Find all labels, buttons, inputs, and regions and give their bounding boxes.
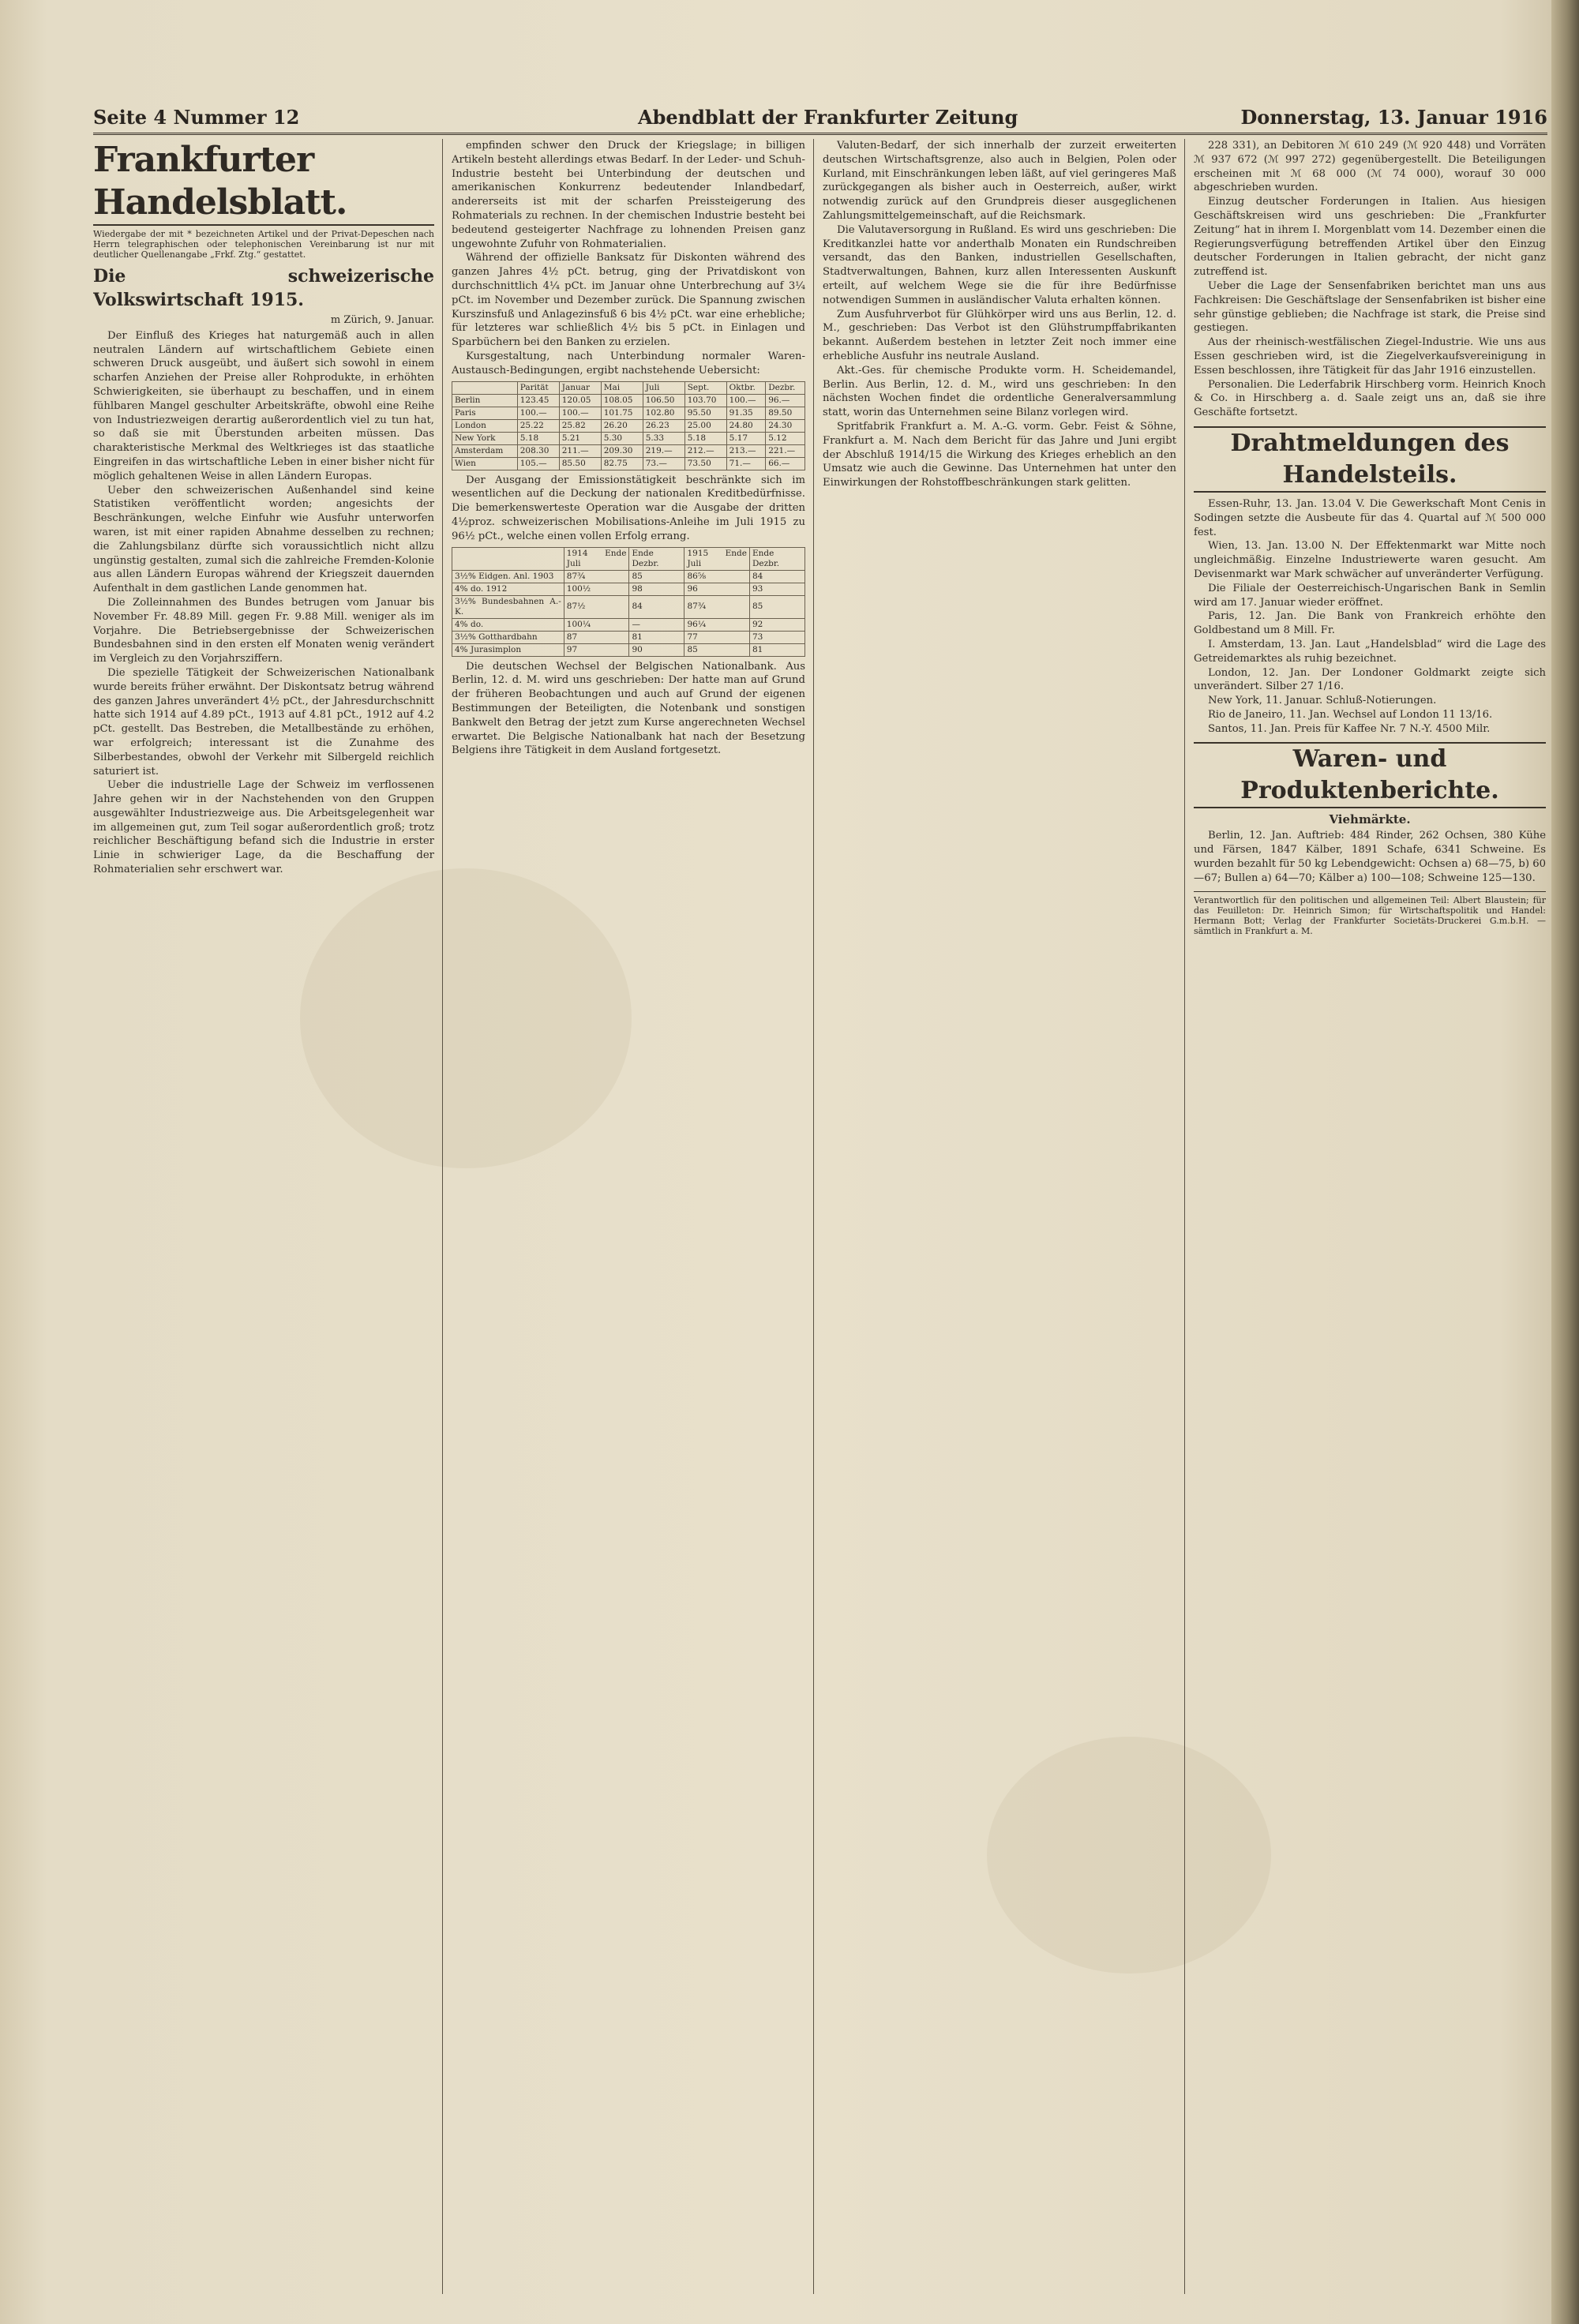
table-header-cell: Oktbr. [726,381,766,394]
table-cell: 4% do. 1912 [452,583,564,595]
table-cell: 4% do. [452,618,564,631]
table-cell: 100½ [564,583,629,595]
table-row [452,457,805,470]
table-cell: 87¾ [564,570,629,583]
table-cell: 25.22 [517,419,559,432]
table-cell: 213.— [726,444,766,457]
table-cell: 24.80 [726,419,766,432]
table-row [452,407,805,419]
table-cell: 5.17 [726,432,766,444]
wire-report: New York, 11. Januar. Schluß-Notierungen. [1208,695,1437,707]
imprint-note: Verantwortlich für den politischen und allgemeinen Teil: Albert Blaustein; für das Feuilleton: Dr. Heinrich Simon; für Wirtschaftspolitik und Handel: Hermann Bott; Verlag der Frankfurter Societäts-Druckerei G.m.b.H. — sämtlich in Frankfurt a. M. [1194,891,1546,936]
table-row [452,432,805,444]
article-paragraph: Spritfabrik Frankfurt a. M. A.-G. vorm. Gebr. Feist & Söhne, Frankfurt a. M. Nach dem Bericht für das Jahre und Juni ergibt der Abschluß 1914/15 die Wirkung des Krieges erheblich an den Umsatz wie auch die Gewinne. Das Unternehmen hat unter den Einwirkungen der Rohstoffbeschränkungen stark gelitten. [823,420,1176,489]
table-cell: London [452,419,518,432]
table-cell: 105.— [517,457,559,470]
table-cell: 73.— [643,457,684,470]
table-cell: 85 [749,595,805,618]
table-cell: 100¼ [564,618,629,631]
table-cell: 86⅝ [684,570,749,583]
table-cell: 5.30 [601,432,643,444]
wire-report: Wien, 13. Jan. 13.00 N. Der Effektenmarkt war Mitte noch ungleichmäßig. Einzelne Industriewerte waren gesucht. Am Devisenmarkt war Mark schwächer auf unveränderter Verfügung. [1194,540,1546,580]
table-cell: 5.33 [643,432,684,444]
table-cell: 87 [564,631,629,643]
table-cell: 3½% Gotthardbahn [452,631,564,643]
table-cell: 81 [629,631,684,643]
table-row [452,444,805,457]
table-cell: 24.30 [766,419,805,432]
bond-price-table [452,547,805,657]
table-cell: 108.05 [601,394,643,407]
table-cell: 71.— [726,457,766,470]
article-dateline: m Zürich, 9. Januar. [330,314,434,326]
table-cell: 95.50 [684,407,726,419]
table-cell: 96¼ [684,618,749,631]
table-cell: 26.20 [601,419,643,432]
wire-report: I. Amsterdam, 13. Jan. Laut „Handelsblad“ wird die Lage des Getreidemarktes als ruhig bezeichnet. [1194,638,1546,665]
table-cell: 85.50 [559,457,601,470]
article-paragraph: Aus der rheinisch-westfälischen Ziegel-Industrie. Wie uns aus Essen geschrieben wird, ist die Ziegelverkaufsvereinigung in Essen beschlossen, ihre Tätigkeit für das Jahr 1916 einzustellen. [1194,336,1546,377]
table-header-cell [452,547,564,570]
table-cell: 106.50 [643,394,684,407]
article-paragraph: Während der offizielle Banksatz für Diskonten während des ganzen Jahres 4½ pCt. betrug, ging der Privatdiskont von durchschnittlich 4¼ pCt. im Januar ohne Unterbrechung auf 3¼ pCt. im November und Dezember zurück. Die Spannung zwischen Kurszinsfuß und Anlagezinsfuß 6 bis 4½ pCt. war eine erhebliche; für letzteres war schließlich 4½ bis 5 pCt. in Einlagen und Sparbüchern bei den Banken zu erzielen. [452,252,805,349]
table-cell: 3½% Bundesbahnen A.-K. [452,595,564,618]
article-paragraph: Ueber die Lage der Sensenfabriken berichtet man uns aus Fachkreisen: Die Geschäftslage der Sensenfabriken ist bisher eine sehr günstige geblieben; die Nachfrage ist stark, die Preise sind gestiegen. [1194,279,1546,335]
table-cell: 73 [749,631,805,643]
table-cell: 84 [749,570,805,583]
table-row [452,570,805,583]
table-cell: 92 [749,618,805,631]
table-cell: 5.12 [766,432,805,444]
table-cell: 209.30 [601,444,643,457]
table-cell: 100.— [726,394,766,407]
table-cell: 25.82 [559,419,601,432]
table-cell: Berlin [452,394,518,407]
table-cell: 4% Jurasimplon [452,643,564,656]
article-paragraph: empfinden schwer den Druck der Kriegslage; in billigen Artikeln besteht allerdings etwas Bedarf. In der Leder- und Schuh-Industrie besteht bei Unterbindung der deutschen und amerikanischen Konkurrenz bedeutender Inlandbedarf, andererseits ist mit der scharfen Preissteigerung des Rohmaterials zu rechnen. In der chemischen Industrie besteht bei bedeutend gesteigerter Nachfrage zu lohnenden Preisen ganz ungewohnte Zufuhr von Rohmaterialien. [452,140,805,250]
table-cell: 87½ [564,595,629,618]
table-cell: 66.— [766,457,805,470]
wire-report: London, 12. Jan. Der Londoner Goldmarkt zeigte sich unverändert. Silber 27 1/16. [1194,666,1546,693]
table-cell: 102.80 [643,407,684,419]
table-cell: 81 [749,643,805,656]
table-row [452,595,805,618]
article-paragraph: Der Einfluß des Krieges hat naturgemäß auch in allen neutralen Ländern auf wirtschaftlichem Gebiete einen schweren Druck ausgeübt, und äußert sich sowohl in einem scharfen Anziehen der Preise aller Rohprodukte, in erhöhten Schwierigkeiten, sie überhaupt zu beschaffen, und in einem fühlbaren Mangel geschulter Arbeitskräfte, obwohl eine Reihe von Industriezweigen derartig außerordentlich viel zu tun hat, so daß sie mit Überstunden arbeiten müssen. Das charakteristische Merkmal des Weltkrieges ist das staatliche Eingreifen in das wirtschaftliche Leben in einer bisher nicht für möglich gehaltenen Weise in allen Ländern Europas. [93,329,434,482]
table-row [452,394,805,407]
table-cell: 84 [629,595,684,618]
table-cell: 26.23 [643,419,684,432]
wire-report: Santos, 11. Jan. Preis für Kaffee Nr. 7 N.-Y. 4500 Milr. [1208,722,1491,735]
table-caption: Kursgestaltung, nach Unterbindung normaler Waren-Austausch-Bedingungen, ergibt nachstehende Uebersicht: [452,350,805,377]
wire-report: Paris, 12. Jan. Die Bank von Frankreich erhöhte den Goldbestand um 8 Mill. Fr. [1194,610,1546,637]
binding-gutter [1551,0,1579,2324]
exchange-rate-table [452,381,805,470]
table-header-cell: Dezbr. [766,381,805,394]
page-header [93,106,1547,135]
table-cell: 5.21 [559,432,601,444]
table-cell: 25.00 [684,419,726,432]
table-cell: 85 [629,570,684,583]
column-rule [813,139,814,2294]
article-paragraph: Zum Ausfuhrverbot für Glühkörper wird uns aus Berlin, 12. d. M., geschrieben: Das Verbot ist den Glühstrumpffabrikanten bekannt. Außerdem bestehen in letzter Zeit noch immer eine erhebliche Ausfuhr ins neutrale Ausland. [823,308,1176,362]
table-cell: 123.45 [517,394,559,407]
table-cell: 120.05 [559,394,601,407]
market-subtitle: Viehmärkte. [1329,812,1411,827]
table-cell: Amsterdam [452,444,518,457]
table-cell: 5.18 [684,432,726,444]
table-cell: New York [452,432,518,444]
article-paragraph: Ueber den schweizerischen Außenhandel sind keine Statistiken veröffentlicht worden; angesichts der Beschränkungen, welche Einfuhr wie Ausfuhr unterworfen waren, ist mit einer rapiden Abnahme desselben zu rechnen; die Zahlungsbilanz dürfte sich voraussichtlich nicht allzu ungünstig gestalten, zumal sich die zahlreiche Fremden-Kolonie aus allen Ländern Europas während der Kriegszeit dauernden Aufenthalt in dem gastlichen Lande genommen hat. [93,484,434,595]
table-cell: 208.30 [517,444,559,457]
table-cell: 91.35 [726,407,766,419]
table-cell: — [629,618,684,631]
article-paragraph: Die spezielle Tätigkeit der Schweizerischen Nationalbank wurde bereits früher erwähnt. Der Diskontsatz betrug während des ganzen Jahres unverändert 4½ pCt., der Jahresdurchschnitt hatte sich 1914 auf 4.89 pCt., 1913 auf 4.81 pCt., 1912 auf 4.2 pCt. gestellt. Das Bestreben, die Metallbestände zu erhöhen, war erfolgreich; interessant ist die Zunahme des Silberbestandes, obwohl der Verkehr mit Silbergeld reichlich saturiert ist. [93,666,434,778]
newspaper-name: Abendblatt der Frankfurter Zeitung [638,106,1018,129]
table-cell: 87¾ [684,595,749,618]
masthead-note: Wiedergabe der mit * bezeichneten Artikel und der Privat-Depeschen nach Herrn telegraphischen oder telephonischen Vereinbarung ist nur mit deutlicher Quellenangabe „Frkf. Ztg.“ gestattet. [93,229,434,260]
table-cell: 3½% Eidgen. Anl. 1903 [452,570,564,583]
issue-date: Donnerstag, 13. Januar 1916 [1240,106,1547,129]
table-header-cell: Juli [643,381,684,394]
article-paragraph: Einzug deutscher Forderungen in Italien. Aus hiesigen Geschäftskreisen wird uns geschrieben: Die „Frankfurter Zeitung“ hat in ihrem I. Morgenblatt vom 14. Dezember einen die Regierungsverfügung betreffenden Artikel über den Einzug deutscher Forderungen in Italien gebracht, der nicht ganz zutreffend ist. [1194,196,1546,279]
section-title: Drahtmeldungen des Handelsteils. [1194,426,1546,493]
column-4 [1194,139,1546,2294]
table-cell: 100.— [559,407,601,419]
article-paragraph: Der Ausgang der Emissionstätigkeit beschränkte sich im wesentlichen auf die Deckung der nationalen Kreditbedürfnisse. Die bemerkenswerteste Operation war die Ausgabe der dritten 4½proz. schweizerischen Mobilisations-Anleihe im Juli 1915 zu 96½ pCt., welche einen vollen Erfolg errang. [452,474,805,542]
table-cell: 221.— [766,444,805,457]
article-paragraph: Valuten-Bedarf, der sich innerhalb der zurzeit erweiterten deutschen Wirtschaftsgrenze, also auch in Belgien, Polen oder Kurland, mit Einschränkungen leben läßt, auf viel geringeres Maß zurückgegangen als bisher auch in Oesterreich, außer, wirkt notwendig zurück auf den Grundpreis dieser ausgeglichenen Zahlungsmittelgemeinschaft, auf die Reichsmark. [823,140,1176,222]
market-report: Berlin, 12. Jan. Auftrieb: 484 Rinder, 262 Ochsen, 380 Kühe und Färsen, 1847 Kälber, 1891 Schafe, 6341 Schweine. Es wurden bezahlt für 50 kg Lebendgewicht: Ochsen a) 68—75, b) 60—67; Bullen a) 64—70; Kälber a) 100—108; Schweine 125—130. [1194,830,1546,884]
table-cell: 73.50 [684,457,726,470]
market-section-title: Waren- und Produktenberichte. [1194,742,1546,808]
masthead: Frankfurter Handelsblatt. [93,139,434,226]
article-paragraph: 228 331), an Debitoren ℳ 610 249 (ℳ 920 448) und Vorräten ℳ 937 672 (ℳ 997 272) gegenübergestellt. Die Beteiligungen erscheinen mit ℳ 68 000 (ℳ 74 000), worauf 30 000 abgeschrieben wurden. [1194,140,1546,194]
table-cell: 103.70 [684,394,726,407]
table-header-cell: 1915 Ende Juli [684,547,749,570]
table-cell: 82.75 [601,457,643,470]
column-1 [93,139,434,2294]
article-paragraph: Die Zolleinnahmen des Bundes betrugen vom Januar bis November Fr. 48.89 Mill. gegen Fr. 9.88 Mill. weniger als im Vorjahre. Die Betriebsergebnisse der Schweizerischen Bundesbahnen sind in den ersten elf Monaten wenig verändert im Vergleich zu den Vorjahrsziffern. [93,596,434,665]
table-row [452,583,805,595]
table-cell: 219.— [643,444,684,457]
table-cell: Paris [452,407,518,419]
article-paragraph: Die deutschen Wechsel der Belgischen Nationalbank. Aus Berlin, 12. d. M. wird uns geschrieben: Der hatte man auf Grund der früheren Beobachtungen und auch auf Grund der eigenen Bestimmungen der Beteiligten, die Notenbank und sonstigen Bankwelt den Betrag der jetzt zum Kurse angerechneten Wechsel erwartet. Die Belgische Nationalbank hat nach der Besetzung Belgiens ihre Tätigkeit in dem Ausland fortgesetzt. [452,660,805,757]
table-cell: 90 [629,643,684,656]
wire-report: Rio de Janeiro, 11. Jan. Wechsel auf London 11 13/16. [1208,708,1493,721]
table-header-cell: Januar [559,381,601,394]
wire-report: Die Filiale der Oesterreichisch-Ungarischen Bank in Semlin wird am 17. Januar wieder eröffnet. [1194,582,1546,609]
article-title: Die schweizerische Volkswirtschaft 1915. [93,266,434,310]
table-cell: 212.— [684,444,726,457]
article-paragraph: Ueber die industrielle Lage der Schweiz im verflossenen Jahre gehen wir in der Nachstehenden von den Gruppen ausgewählter Industriezweige aus. Die Arbeitsgelegenheit war im allgemeinen gut, zum Teil sogar außerordentlich groß; trotz reichlicher Beschäftigung befand sich die Industrie in erster Linie in schwieriger Lage, da die Beschaffung der Rohmaterialien sehr erschwert war. [93,779,434,876]
table-row [452,419,805,432]
table-row [452,631,805,643]
table-cell: 85 [684,643,749,656]
column-rule [442,139,443,2294]
column-2 [452,139,805,2294]
table-cell: 211.— [559,444,601,457]
table-cell: Wien [452,457,518,470]
table-row [452,618,805,631]
table-header-cell: Ende Dezbr. [749,547,805,570]
table-cell: 5.18 [517,432,559,444]
table-cell: 93 [749,583,805,595]
table-header-cell [452,381,518,394]
table-cell: 97 [564,643,629,656]
table-header-cell: Ende Dezbr. [629,547,684,570]
table-cell: 96.— [766,394,805,407]
table-cell: 100.— [517,407,559,419]
table-cell: 89.50 [766,407,805,419]
column-rule [1184,139,1185,2294]
wire-report: Essen-Ruhr, 13. Jan. 13.04 V. Die Gewerkschaft Mont Cenis in Sodingen setzte die Ausbeute für das 4. Quartal auf ℳ 500 000 fest. [1194,497,1546,538]
table-cell: 77 [684,631,749,643]
column-3 [823,139,1176,2294]
article-paragraph: Akt.-Ges. für chemische Produkte vorm. H. Scheidemandel, Berlin. Aus Berlin, 12. d. M., wird uns geschrieben: In den nächsten Wochen findet die ordentliche Generalversammlung statt, worin das Unternehmen seine Bilanz vorlegen wird. [823,364,1176,419]
article-paragraph: Die Valutaversorgung in Rußland. Es wird uns geschrieben: Die Kreditkanzlei hatte vor anderthalb Monaten ein Rundschreiben versandt, das den Banken, industriellen Gesellschaften, Stadtverwaltungen, Bahnen, kurz allen Interessenten Auskunft erteilt, auf welchem Wege sie die für ihre Bedürfnisse notwendigen Summen in ausländischer Valuta erhalten können. [823,223,1176,306]
table-cell: 96 [684,583,749,595]
table-header-cell: Sept. [684,381,726,394]
table-header-cell: 1914 Ende Juli [564,547,629,570]
table-header-cell: Parität [517,381,559,394]
page-number: Seite 4 Nummer 12 [93,106,300,129]
table-cell: 101.75 [601,407,643,419]
table-row [452,643,805,656]
table-header-cell: Mai [601,381,643,394]
table-cell: 98 [629,583,684,595]
article-paragraph: Personalien. Die Lederfabrik Hirschberg vorm. Heinrich Knoch & Co. in Hirschberg a. d. Saale zeigt uns an, daß sie ihre Geschäfte fortsetzt. [1194,378,1546,419]
